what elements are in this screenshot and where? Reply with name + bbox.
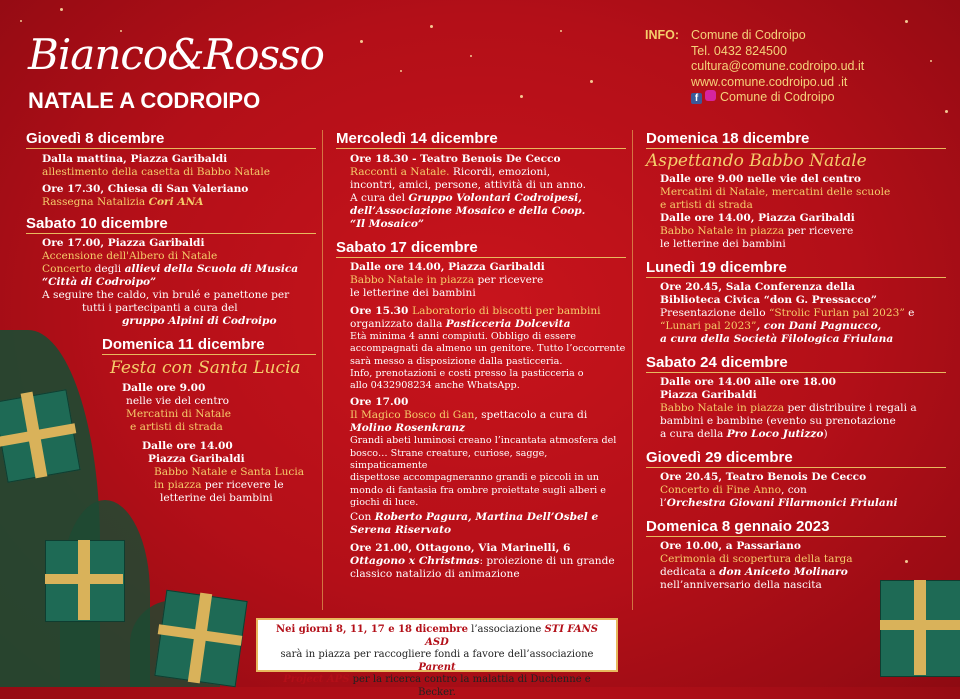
event-detail: “Città di Codroipo” xyxy=(42,276,157,288)
info-label: INFO: xyxy=(645,28,680,42)
event-time: Dalla mattina, Piazza Garibaldi xyxy=(42,153,228,165)
event-title: e artisti di strada xyxy=(660,199,753,211)
event-time: Ore 21.00, Ottagono, Via Marinelli, 6 xyxy=(350,542,571,555)
facebook-icon[interactable]: f xyxy=(691,93,702,104)
date-heading: Sabato 24 dicembre xyxy=(646,354,946,373)
event-title: Concerto di Fine Anno, con xyxy=(660,484,807,496)
event-subtitle: Aspettando Babbo Natale xyxy=(646,151,867,171)
event-title: Presentazione dello “Strolic Furlan pal 2023” e xyxy=(660,307,915,319)
event-detail: letterine dei bambini xyxy=(160,492,273,504)
event-detail: bambini e bambine (evento su prenotazione xyxy=(660,415,896,427)
event-time: Dalle ore 14.00, Piazza Garibaldi xyxy=(350,261,545,273)
event-detail: classico natalizio di animazione xyxy=(350,568,520,581)
event-time: Dalle ore 14.00, Piazza Garibaldi xyxy=(660,212,855,224)
event-title: Rassegna Natalizia Cori ANA xyxy=(42,196,204,208)
column-divider xyxy=(632,130,633,610)
event-detail: A cura del Gruppo Volontari Codroipesi, xyxy=(350,192,582,204)
date-heading: Domenica 8 gennaio 2023 xyxy=(646,518,946,537)
event-title: Babbo Natale e Santa Lucia xyxy=(154,466,305,478)
event-detail: in piazza per ricevere le xyxy=(154,479,284,491)
event-time: Ore 20.45, Teatro Benois De Cecco xyxy=(660,471,867,483)
event-title: Il Magico Bosco di Gan, spettacolo a cura di xyxy=(350,409,588,422)
info-line: Tel. 0432 824500 xyxy=(691,43,787,58)
event-title: Mercatini di Natale xyxy=(126,408,232,420)
event-title: e artisti di strada xyxy=(130,421,223,433)
event-detail: le letterine dei bambini xyxy=(350,287,476,299)
event-title: Accensione dell'Albero di Natale xyxy=(42,250,218,262)
event-time: Ore 17.00 xyxy=(350,396,409,409)
column-2 xyxy=(336,130,626,581)
event-detail: dedicata a don Aniceto Molinaro xyxy=(660,566,848,578)
event-detail: a cura della Pro Loco Jutizzo) xyxy=(660,428,828,440)
event-title: Babbo Natale in piazza per ricevere xyxy=(660,225,854,237)
event-detail: incontri, amici, persone, attività di un anno. xyxy=(350,179,586,191)
event-title: Concerto degli allievi della Scuola di Musica xyxy=(42,263,299,275)
event-detail: Molino Rosenkranz xyxy=(350,422,466,435)
column-3 xyxy=(646,130,946,592)
event-detail: organizzato dalla Pasticceria Dolcevita xyxy=(350,318,571,330)
event-time: Ore 18.30 - Teatro Benois De Cecco xyxy=(350,153,561,165)
date-heading: Sabato 10 dicembre xyxy=(26,215,316,234)
event-detail: “Il Mosaico” xyxy=(350,218,425,230)
event-time: Dalle ore 9.00 xyxy=(122,382,206,394)
event-detail: Età minima 4 anni compiuti. Obbligo di essere accompagnati da almeno un genitore. Tutto l’occorrente sarà messo a disposizione dalla pasticceria. Info, prenotazioni e costi presso la pasticceria o allo 0432908234 anche WhatsApp. xyxy=(350,331,626,392)
event-detail: a cura della Società Filologica Friulana xyxy=(660,333,894,345)
event-title: Babbo Natale in piazza per ricevere xyxy=(350,274,544,286)
event-detail: nelle vie del centro xyxy=(126,395,230,407)
column-1 xyxy=(26,130,316,505)
instagram-icon[interactable] xyxy=(705,90,716,101)
event-detail: gruppo Alpini di Codroipo xyxy=(122,315,277,327)
event-title: Mercatini di Natale, mercatini delle scuole xyxy=(660,186,891,198)
info-line: Comune di Codroipo xyxy=(691,28,806,42)
event-time: Piazza Garibaldi xyxy=(660,389,757,401)
column-divider xyxy=(322,130,323,610)
date-heading: Giovedì 8 dicembre xyxy=(26,130,316,149)
date-heading: Domenica 11 dicembre xyxy=(102,336,316,355)
event-time: Dalle ore 14.00 alle ore 18.00 xyxy=(660,376,837,388)
event-detail: Serena Riservato xyxy=(350,524,452,537)
logo-title: Bianco&Rosso xyxy=(28,30,324,79)
social-handle: Comune di Codroipo xyxy=(719,90,835,104)
event-title: allestimento della casetta di Babbo Natale xyxy=(42,166,271,178)
event-detail: le letterine dei bambini xyxy=(660,238,786,250)
charity-notice: Nei giorni 8, 11, 17 e 18 dicembre l’associazione STI FANS ASD sarà in piazza per raccogliere fondi a favore dell’associazione Parent Project APS per la ricerca contro la malattia di Duchenne e Becker. xyxy=(256,618,618,672)
date-heading: Domenica 18 dicembre xyxy=(646,130,946,149)
date-heading: Giovedì 29 dicembre xyxy=(646,449,946,468)
event-time: Ore 20.45, Sala Conferenza della xyxy=(660,281,856,293)
date-heading: Lunedì 19 dicembre xyxy=(646,259,946,278)
event-time: Ore 10.00, a Passariano xyxy=(660,540,801,552)
event-detail: Grandi abeti luminosi creano l’incantata atmosfera del bosco… Strane creature, curiose, sagge, simpaticamente dispettose accompagneranno grandi e piccoli in un mondo di fantasia fra ombre proiettate sugli alberi e giochi di luce. xyxy=(350,435,617,508)
info-line[interactable]: www.comune.codroipo.ud .it xyxy=(691,74,848,89)
event-title: Cerimonia di scopertura della targa xyxy=(660,553,853,565)
event-detail: l’Orchestra Giovani Filarmonici Friulani xyxy=(660,497,898,509)
event-time: Dalle ore 9.00 nelle vie del centro xyxy=(660,173,861,185)
event-subtitle: Festa con Santa Lucia xyxy=(110,358,301,378)
date-heading: Mercoledì 14 dicembre xyxy=(336,130,626,149)
event-time: Biblioteca Civica “don G. Pressacco” xyxy=(660,294,877,306)
event-detail: A seguire the caldo, vin brulé e panettone per xyxy=(42,289,290,301)
event-detail: dell’Associazione Mosaico e della Coop. xyxy=(350,205,586,217)
event-title: Babbo Natale in piazza per distribuire i regali a xyxy=(660,402,917,414)
info-line[interactable]: cultura@comune.codroipo.ud.it xyxy=(691,59,865,73)
event-title: Racconti a Natale. Ricordi, emozioni, xyxy=(350,166,551,178)
event-time: Piazza Garibaldi xyxy=(148,453,245,465)
event-detail: tutti i partecipanti a cura del xyxy=(82,302,238,314)
event-detail: Con Roberto Pagura, Martina Dell’Osbel e xyxy=(350,511,599,524)
event-detail: nell’anniversario della nascita xyxy=(660,579,822,591)
page-subtitle: NATALE A CODROIPO xyxy=(28,88,261,113)
date-heading: Sabato 17 dicembre xyxy=(336,239,626,258)
event-title: Ottagono x Christmas: proiezione di un grande xyxy=(350,555,615,568)
event-time: Ore 17.00, Piazza Garibaldi xyxy=(42,237,205,249)
event-title: Ore 15.30 Laboratorio di biscotti per bambini xyxy=(350,305,601,317)
event-time: Ore 17.30, Chiesa di San Valeriano xyxy=(42,183,249,195)
event-time: Dalle ore 14.00 xyxy=(142,440,233,452)
event-title: “Lunari pal 2023”, con Dani Pagnucco, xyxy=(660,320,882,332)
